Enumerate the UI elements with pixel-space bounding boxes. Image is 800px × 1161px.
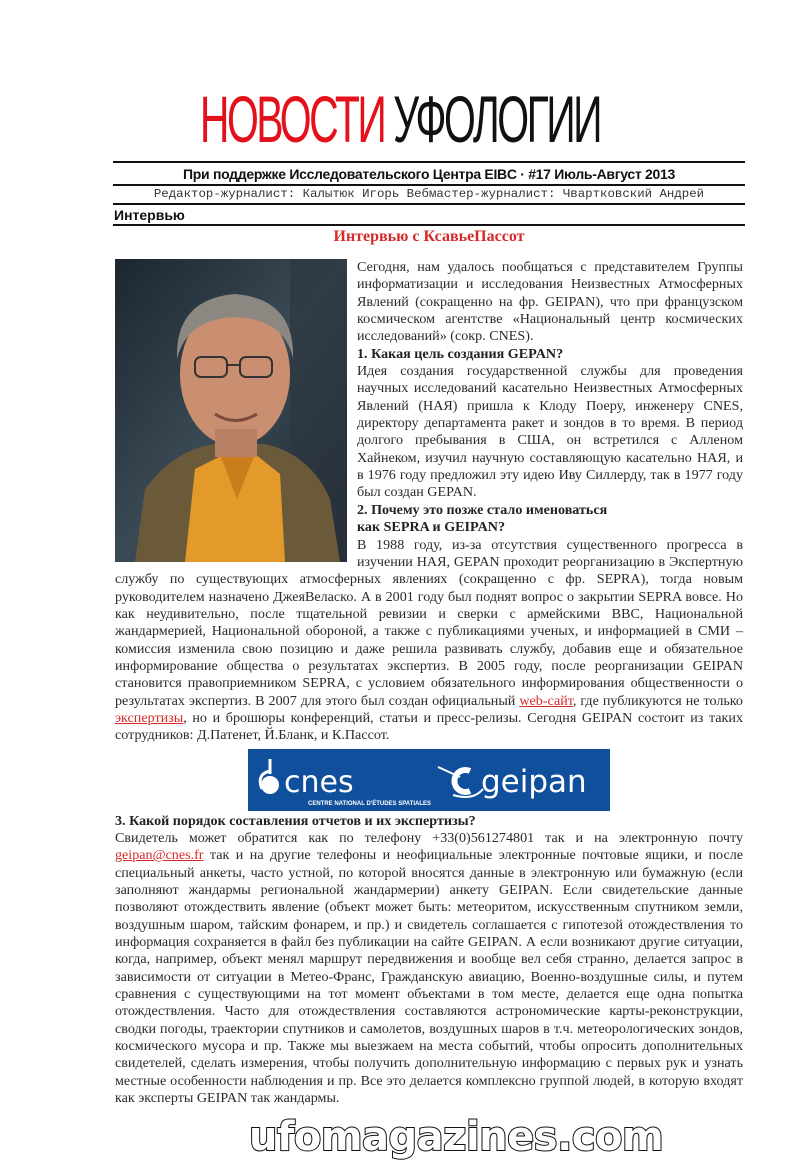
article-title: Интервью с КсавьеПассот bbox=[333, 228, 525, 245]
email-link[interactable]: geipan@cnes.fr bbox=[115, 847, 204, 864]
cnes-subtitle: CENTRE NATIONAL D'ÉTUDES SPATIALES bbox=[308, 800, 431, 807]
expertise-link[interactable]: экспертизы bbox=[115, 709, 184, 726]
answer-2-text: , но и брошюры конференций, статьи и пресс-релизы. Сегодня GEIPAN состоит из таких сотрудников: Д.Патенет, Й.Бланк, и К.Пассот. bbox=[115, 709, 743, 744]
support-line: При поддержке Исследовательского Центра EIBC · #17 Июль-Август 2013 bbox=[183, 166, 675, 182]
masthead-word-ufology: УФОЛОГИИ bbox=[393, 82, 601, 156]
intro-paragraph: Сегодня, нам удалось пообщаться с представителем Группы информатизации и исследования Неизвестных Атмосферных Явлений (сокращенно на фр. GEIPAN), что при французском космическом агентстве «Национальный центр космических исследований» (сокр. CNES). bbox=[357, 259, 743, 345]
section-label: Интервью bbox=[114, 207, 185, 223]
answer-1: Идея создания государственной службы для проведения научных исследований касательно Неизвестных Атмосферных Явлений (НАЯ) пришла к Клоду Поеру, инженеру CNES, директору департамента ракет и зондов в то время. В период долгого пребывания в США, он встретился с Алленом Хайнеком, изучил научную составляющую касательно НАЯ, и в 1976 году предложил эту идею Иву Силлерду, так в 1977 году был создан GEPAN. bbox=[357, 363, 743, 501]
cnes-geipan-logo-banner bbox=[248, 749, 610, 811]
answer-2-text: В 1988 году, из-за отсутствия существенного прогресса в изучении НАЯ, GEPAN проходит реорганизацию в Экспертную службу по существующих атмосферных явлениях (сокращенно с фр. SEPRA), тогда новым руководителем назначено ДжеяВеласко. А в 2001 году был поднят вопрос о закрытии SEPRA вовсе. Но как неудивительно, после тщательной ревизии и сверки с армейскими ВВС, Национальной жандармерией, Национальной обороной, а также с публикациями ученых, и информацией в СМИ – комиссия изменила свою позицию и даже решила развивать службу, добавив еще и обязательное информирование общества о результатах экспертиз. В 2005 году, после реорганизации GEIPAN становится правоприемником SEPRA, с условием обязательного информирования общественности о результатах экспертиз. В 2007 для этого был создан официальный bbox=[115, 536, 743, 709]
cnes-geipan-logos bbox=[248, 749, 610, 811]
answer-2 bbox=[115, 537, 743, 745]
editors-line: Редактор-журналист: Калытюк Игорь Вебмастер-журналист: Чвартковский Андрей bbox=[153, 187, 705, 201]
masthead-logo bbox=[152, 84, 648, 154]
divider bbox=[113, 224, 745, 226]
article-body-continued bbox=[115, 813, 743, 1108]
answer-2-text: , где публикуются не только bbox=[572, 692, 743, 709]
question-3: 3. Какой порядок составления отчетов и их экспертизы? bbox=[115, 812, 476, 829]
answer-3-text: так и на другие телефоны и неофициальные электронные почтовые ящики, и после специальный анкеты, часто устной, по которой вносятся данные в электронную или бумажную (если заполняют жандармы региональной жандармерии) анкету GEIPAN. Если свидетельские данные позволяют отождествить явление (объект может быть: метеоритом, искусственным спутником земли, воздушным шаром, тайским фонарем, и пр.) и свидетель соглашается с гипотезой отождествления то информация сохраняется в файл без публикации на сайте GEIPAN. А если возникают другие ситуации, когда, например, объект менял маршрут передвижения и вообще вел себя странно, делается запрос в зависимости от ситуации в Метео-Франс, Гражданскую авиацию, Военно-воздушные силы, и путем сравнения с существующими на тот момент объектами в том месте, делается еще одна попытка отождествления. Часто для отождествления составляются астрономические карты-реконструкции, сводки погоды, траектории спутников и самолетов, воздушных шаров в т.ч. метеорологических зондов, космического мусора и пр. Также мы выезжаем на места событий, чтобы опросить дополнительных свидетелей, сделать измерения, чтобы получить дополнительную информацию с первых рук и узнать местные особенности наблюдения и пр. Все это делается комплексно группой людей, в которую входят как эксперты GEIPAN так жандармы. bbox=[115, 847, 743, 1107]
divider bbox=[113, 161, 745, 163]
answer-3 bbox=[115, 830, 743, 1108]
geipan-wordmark: geipan bbox=[481, 763, 587, 800]
article-body bbox=[115, 259, 743, 745]
article-flow bbox=[115, 259, 743, 1161]
divider bbox=[113, 203, 745, 205]
cnes-wordmark: cnes bbox=[284, 764, 354, 800]
answer-3-text: Свидетель может обратится как по телефону +33(0)561274801 так и на электронную почту bbox=[115, 829, 743, 846]
question-2-line-2: как SEPRA и GEIPAN? bbox=[357, 519, 506, 536]
question-2-line-1: 2. Почему это позже стало именоваться bbox=[357, 501, 608, 518]
interviewee-photo bbox=[115, 259, 347, 562]
masthead-word-news: НОВОСТИ bbox=[199, 82, 385, 156]
watermark: ufomagazines.com bbox=[249, 1114, 664, 1161]
question-1: 1. Какая цель создания GEPAN? bbox=[357, 345, 564, 362]
website-link[interactable]: web-сайт bbox=[519, 692, 573, 709]
